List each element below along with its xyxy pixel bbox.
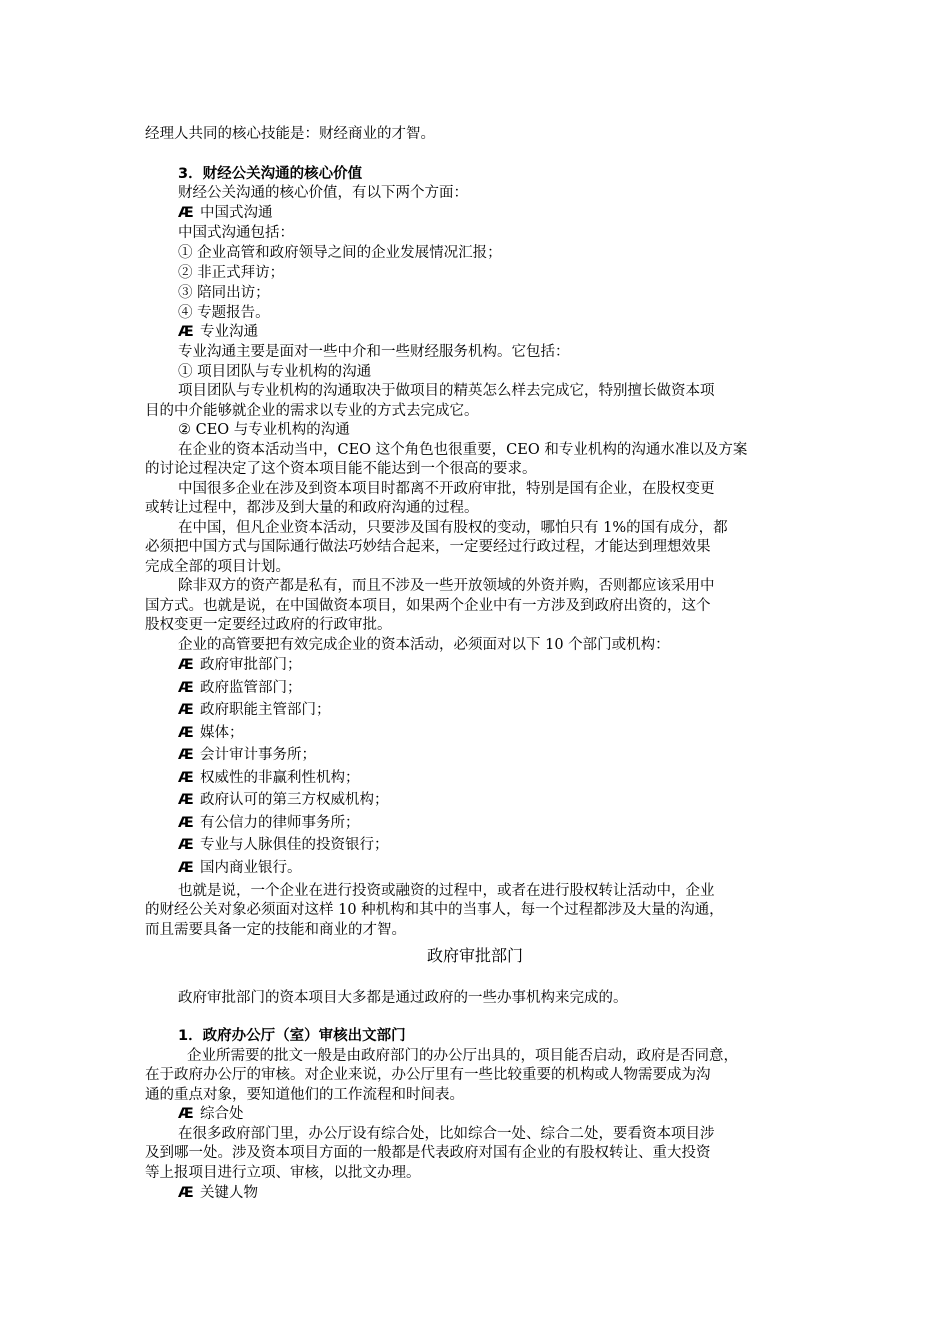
bullet-ae-icon: Æ xyxy=(178,860,194,876)
chinese-item-4: ④ 专题报告。 xyxy=(178,305,270,321)
bullet-ae-icon: Æ xyxy=(178,747,194,763)
bullet-key-person: Æ 关键人物 xyxy=(178,1184,258,1204)
pro-item-1-text-line-2: 目的中介能够就企业的需求以专业的方式去完成它。 xyxy=(145,403,479,419)
chinese-item-3: ③ 陪同出访； xyxy=(178,285,270,301)
para-summary-line-2: 的财经公关对象必须面对这样 10 种机构和其中的当事人，每一个过程都涉及大量的沟通， xyxy=(145,902,724,918)
para-ceo-line-2: 的讨论过程决定了这个资本项目能不能达到一个很高的要求。 xyxy=(145,461,537,477)
bullet-ae-icon: Æ xyxy=(178,702,194,718)
section-heading: 政府审批部门 xyxy=(426,946,523,965)
ten-item-10: Æ 国内商业银行。 xyxy=(178,859,302,879)
chinese-comm-lead: 中国式沟通包括： xyxy=(178,225,294,241)
bullet-ae-icon: Æ xyxy=(178,725,194,741)
chinese-item-1: ① 企业高管和政府领导之间的企业发展情况汇报； xyxy=(178,245,502,261)
ten-item-3: Æ 政府职能主管部门； xyxy=(178,701,331,721)
ten-item-6: Æ 权威性的非赢利性机构； xyxy=(178,769,360,789)
bullet-ae-icon: Æ xyxy=(178,657,194,673)
bullet-ae-icon: Æ xyxy=(178,205,194,221)
ten-item-4: Æ 媒体； xyxy=(178,724,244,744)
ten-item-2: Æ 政府监管部门； xyxy=(178,679,302,699)
para-state-line-1: 在中国，但凡企业资本活动，只要涉及国有股权的变动，哪怕只有 1%的国有成分，都 xyxy=(178,520,728,536)
bullet-office: Æ 综合处 xyxy=(178,1105,244,1125)
ten-item-5: Æ 会计审计事务所； xyxy=(178,746,316,766)
bullet-chinese-comm: Æ 中国式沟通 xyxy=(178,204,273,224)
bullet-ae-icon: Æ xyxy=(178,770,194,786)
para-china-line-2: 或转让过程中，都涉及到大量的和政府沟通的过程。 xyxy=(145,500,479,516)
bullet-ae-icon: Æ xyxy=(178,680,194,696)
section-1-para-line-2: 在于政府办公厅的审核。对企业来说，办公厅里有一些比较重要的机构或人物需要成为沟 xyxy=(145,1067,711,1083)
ten-item-7: Æ 政府认可的第三方权威机构； xyxy=(178,791,389,811)
ten-item-8: Æ 有公信力的律师事务所； xyxy=(178,814,360,834)
section-3-lead: 财经公关沟通的核心价值，有以下两个方面： xyxy=(178,185,468,201)
para-private-line-1: 除非双方的资产都是私有，而且不涉及一些开放领域的外资并购，否则都应该采用中 xyxy=(178,578,715,594)
para-summary-line-1: 也就是说，一个企业在进行投资或融资的过程中，或者在进行股权转让活动中，企业 xyxy=(178,883,715,899)
office-para-line-1: 在很多政府部门里，办公厅设有综合处，比如综合一处、综合二处，要看资本项目涉 xyxy=(178,1126,715,1142)
section-1-para-line-1: 企业所需要的批文一般是由政府部门的办公厅出具的，项目能否启动，政府是否同意， xyxy=(187,1048,738,1064)
section-3-title: 3．财经公关沟通的核心价值 xyxy=(178,166,363,182)
bullet-ae-icon: Æ xyxy=(178,1185,194,1201)
pro-comm-lead: 专业沟通主要是面对一些中介和一些财经服务机构。它包括： xyxy=(178,344,570,360)
bullet-ae-icon: Æ xyxy=(178,815,194,831)
section-1-title: 1．政府办公厅（室）审核出文部门 xyxy=(178,1028,406,1044)
bullet-pro-comm: Æ 专业沟通 xyxy=(178,323,258,343)
pro-item-2: ② CEO 与专业机构的沟通 xyxy=(178,422,350,438)
para-private-line-3: 股权变更一定要经过政府的行政审批。 xyxy=(145,617,392,633)
para-ceo-line-1: 在企业的资本活动当中，CEO 这个角色也很重要，CEO 和专业机构的沟通水准以及方案 xyxy=(178,442,748,458)
para-china-line-1: 中国很多企业在涉及到资本项目时都离不开政府审批，特别是国有企业，在股权变更 xyxy=(178,481,715,497)
chinese-item-2: ② 非正式拜访； xyxy=(178,265,285,281)
section-intro: 政府审批部门的资本项目大多都是通过政府的一些办事机构来完成的。 xyxy=(178,990,628,1006)
bullet-ae-icon: Æ xyxy=(178,837,194,853)
pro-item-1: ① 项目团队与专业机构的沟通 xyxy=(178,364,372,380)
section-1-para-line-3: 通的重点对象，要知道他们的工作流程和时间表。 xyxy=(145,1087,464,1103)
ten-item-9: Æ 专业与人脉俱佳的投资银行； xyxy=(178,836,389,856)
para-ten-lead: 企业的高管要把有效完成企业的资本活动，必须面对以下 10 个部门或机构： xyxy=(178,637,670,653)
office-para-line-2: 及到哪一处。涉及资本项目方面的一般都是代表政府对国有企业的有股权转让、重大投资 xyxy=(145,1145,711,1161)
bullet-ae-icon: Æ xyxy=(178,792,194,808)
pro-item-1-text-line-1: 项目团队与专业机构的沟通取决于做项目的精英怎么样去完成它，特别擅长做资本项 xyxy=(178,383,715,399)
office-para-line-3: 等上报项目进行立项、审核，以批文办理。 xyxy=(145,1165,421,1181)
bullet-ae-icon: Æ xyxy=(178,324,194,340)
para-state-line-2: 必须把中国方式与国际通行做法巧妙结合起来，一定要经过行政过程，才能达到理想效果 xyxy=(145,539,711,555)
para-private-line-2: 国方式。也就是说，在中国做资本项目，如果两个企业中有一方涉及到政府出资的，这个 xyxy=(145,598,711,614)
bullet-ae-icon: Æ xyxy=(178,1106,194,1122)
ten-item-1: Æ 政府审批部门； xyxy=(178,656,302,676)
intro-end-line: 经理人共同的核心技能是：财经商业的才智。 xyxy=(145,126,435,142)
para-state-line-3: 完成全部的项目计划。 xyxy=(145,559,290,575)
para-summary-line-3: 而且需要具备一定的技能和商业的才智。 xyxy=(145,922,406,938)
